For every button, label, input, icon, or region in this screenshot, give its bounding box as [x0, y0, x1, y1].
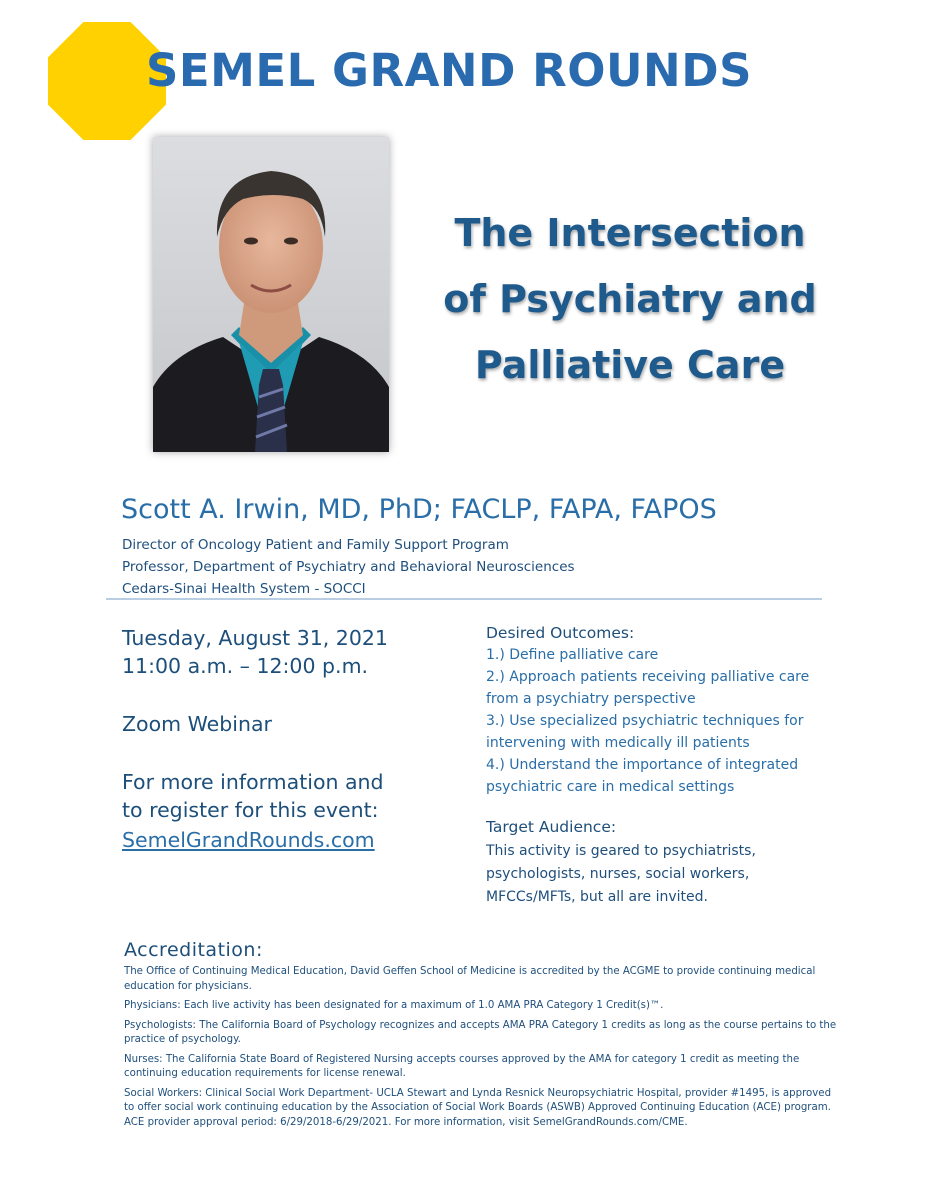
outcome-item: 4.) Understand the importance of integrated psychiatric care in medical settings [486, 757, 799, 795]
accreditation-section [124, 939, 844, 1135]
event-time: 11:00 a.m. – 12:00 p.m. [122, 654, 369, 678]
outcome-item: 3.) Use specialized psychiatric techniques for intervening with medically ill patients [486, 713, 804, 751]
audience-heading: Target Audience: [486, 818, 617, 836]
outcome-item: 1.) Define palliative care [486, 647, 659, 663]
outcome-item: 2.) Approach patients receiving palliative care from a psychiatry perspective [486, 669, 810, 707]
accreditation-heading: Accreditation: [124, 939, 263, 961]
info-text-line: For more information and [122, 770, 384, 794]
lecture-title-line: The Intersection [454, 211, 806, 255]
lecture-title [420, 200, 840, 398]
outcomes-heading: Desired Outcomes: [486, 624, 635, 642]
speaker-role: Professor, Department of Psychiatry and Behavioral Neurosciences [122, 559, 575, 575]
info-text-line: to register for this event: [122, 798, 379, 822]
event-location: Zoom Webinar [122, 712, 272, 736]
lecture-title-line: Palliative Care [474, 343, 786, 387]
speaker-name: Scott A. Irwin, MD, PhD; FACLP, FAPA, FAPOS [121, 494, 717, 525]
accreditation-paragraph: Physicians: Each live activity has been designated for a maximum of 1.0 AMA PRA Category 1 Credit(s)™. [124, 1000, 664, 1011]
event-details [122, 624, 442, 854]
outcomes-section [486, 624, 831, 909]
accreditation-paragraph: Nurses: The California State Board of Registered Nursing accepts courses approved by the AMA for category 1 credit as meeting the continuing education requirements for license renewal. [124, 1053, 800, 1079]
accreditation-paragraph: The Office of Continuing Medical Education, David Geffen School of Medicine is accredited by the ACGME to provide continuing medical education for physicians. [124, 966, 816, 992]
page-title: SEMEL GRAND ROUNDS [146, 44, 752, 97]
speaker-role: Director of Oncology Patient and Family Support Program [122, 537, 509, 553]
accreditation-paragraph: Psychologists: The California Board of Psychology recognizes and accepts AMA PRA Category 1 credits as long as the course pertains to the practice of psychology. [124, 1019, 837, 1045]
speaker-roles [122, 534, 575, 600]
lecture-title-line: of Psychiatry and [443, 277, 817, 321]
accreditation-paragraph: Social Workers: Clinical Social Work Department- UCLA Stewart and Lynda Resnick Neuropsychiatric Hospital, provider #1495, is approved to offer social work continuing education by the Association of Social Work Boards (ASWB) Approved Continuing Education (ACE) program. ACE provider approval period: 6/29/2018-6/29/2021. For more information, visit SemelGrandRounds.com/CME. [124, 1087, 832, 1128]
audience-text: This activity is geared to psychiatrists, psychologists, nurses, social workers, MFCCs/MFTs, but all are invited. [486, 843, 756, 905]
registration-link[interactable]: SemelGrandRounds.com [122, 828, 375, 852]
speaker-role: Cedars-Sinai Health System - SOCCI [122, 581, 366, 597]
speaker-photo [153, 137, 389, 452]
event-date: Tuesday, August 31, 2021 [122, 626, 388, 650]
section-divider [106, 598, 822, 600]
speaker-portrait-image [153, 137, 389, 452]
